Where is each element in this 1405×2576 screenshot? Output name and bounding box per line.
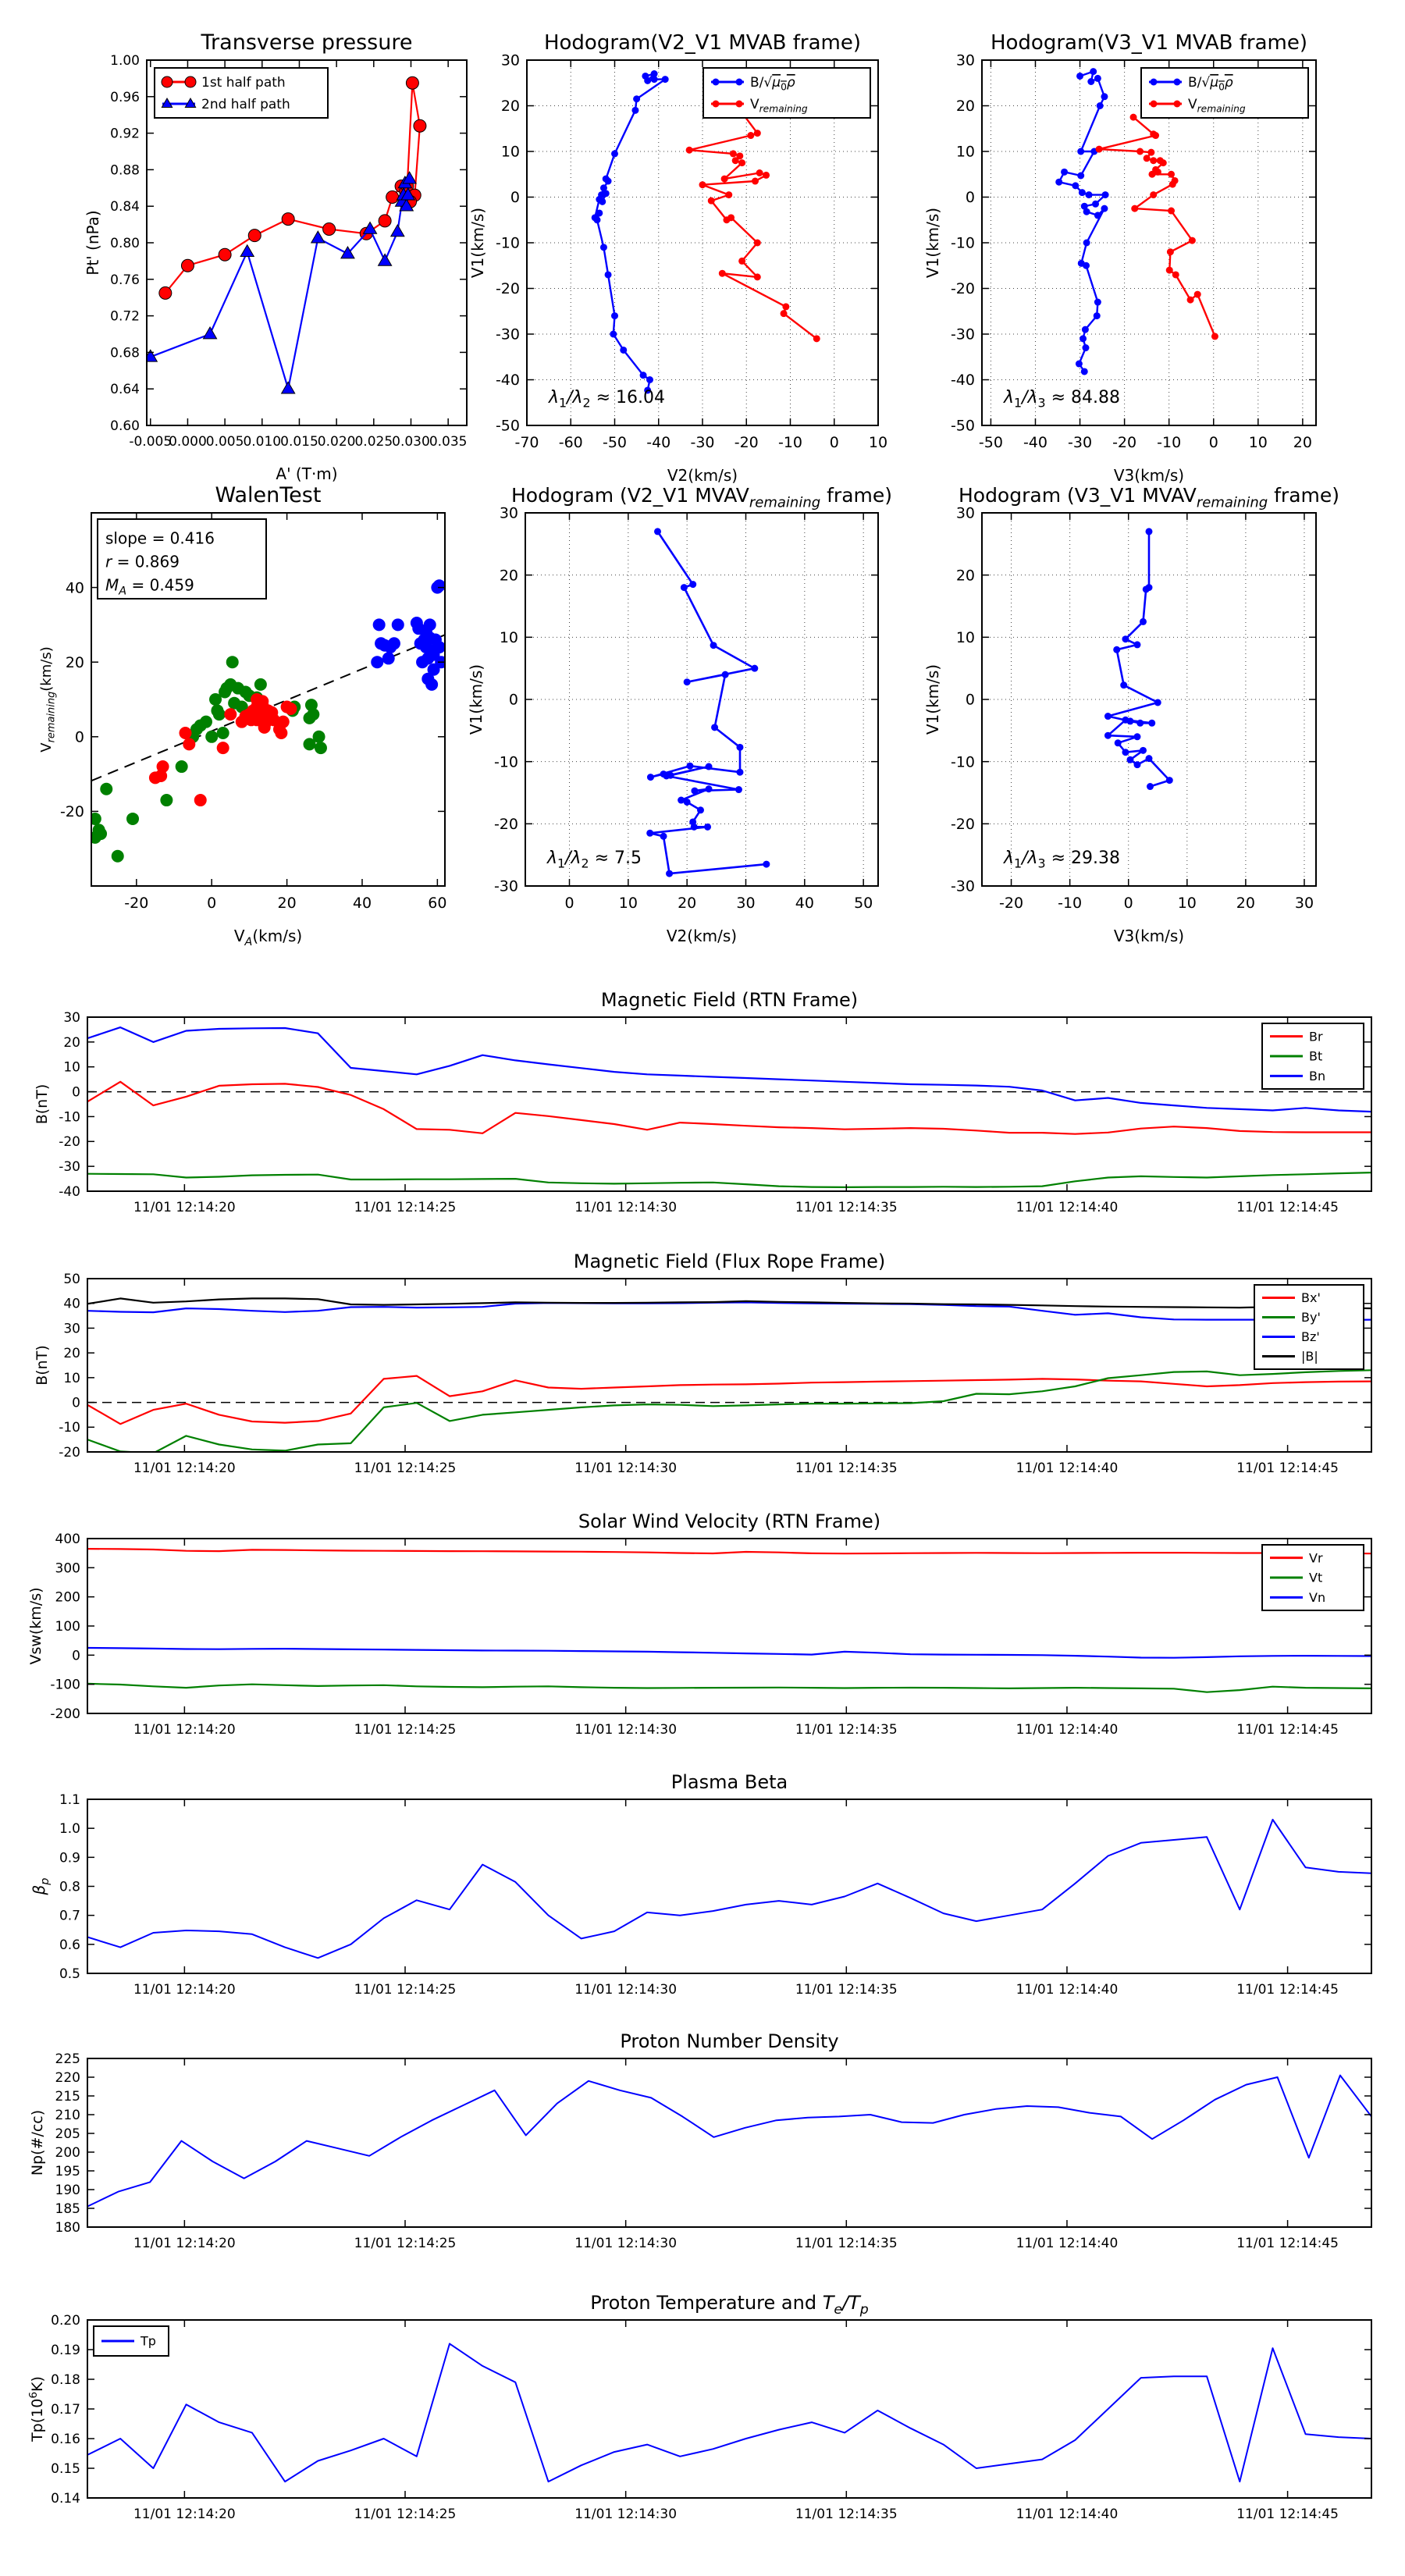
svg-text:10: 10	[63, 1370, 80, 1386]
svg-text:40: 40	[63, 1296, 80, 1312]
panel-magnetic-field-flux-rope	[34, 1251, 1371, 1476]
svg-text:B/√μ0ρ: $B/√\mu_0\rho$	[1188, 74, 1233, 93]
svg-text:-10: -10	[950, 234, 975, 252]
svg-text:0.010: 0.010	[243, 434, 282, 450]
svg-text:20: 20	[63, 1034, 80, 1051]
svg-text:-30: -30	[690, 434, 715, 451]
svg-text:11/01 12:14:25: 11/01 12:14:25	[354, 1982, 457, 1998]
svg-text:B(nT): B(nT)	[34, 1083, 51, 1125]
svg-text:0: 0	[965, 189, 975, 207]
svg-text:V2(km/s): V2(km/s)	[666, 927, 738, 945]
svg-text:-20: -20	[1112, 434, 1137, 451]
svg-text:11/01 12:14:25: 11/01 12:14:25	[354, 2507, 457, 2522]
svg-text:0.000: 0.000	[169, 434, 207, 450]
svg-text:-70: -70	[514, 434, 539, 451]
svg-text:20: 20	[1293, 434, 1312, 451]
svg-text:100: 100	[55, 1618, 80, 1635]
svg-text:30: 30	[500, 52, 520, 69]
svg-text:0.76: 0.76	[110, 272, 140, 288]
panel-hodogram-v3v1-mvav	[923, 484, 1339, 945]
svg-text:-10: -10	[59, 1109, 80, 1126]
svg-text:225: 225	[55, 2051, 80, 2067]
svg-text:-20: -20	[59, 1134, 80, 1151]
svg-text:0.030: 0.030	[392, 434, 430, 450]
svg-text:11/01 12:14:40: 11/01 12:14:40	[1016, 2236, 1119, 2251]
svg-text:0.84: 0.84	[110, 199, 140, 215]
svg-text:30: 30	[955, 52, 975, 69]
svg-text:0: 0	[829, 434, 839, 451]
svg-text:1st half path: 1st half path	[201, 74, 286, 91]
svg-text:400: 400	[55, 1531, 80, 1547]
svg-text:-10: -10	[493, 753, 518, 771]
svg-text:190: 190	[55, 2182, 80, 2198]
svg-text:0.7: 0.7	[59, 1908, 80, 1924]
svg-text:-20: -20	[124, 895, 149, 912]
svg-text:215: 215	[55, 2088, 80, 2105]
svg-text:WalenTest: WalenTest	[215, 483, 322, 507]
svg-text:slope = 0.416: slope = 0.416	[105, 528, 215, 548]
svg-text:Plasma Beta: Plasma Beta	[670, 1771, 788, 1793]
panel-hodogram-v3v1-mvab	[923, 31, 1316, 485]
svg-text:-40: -40	[59, 1183, 80, 1200]
svg-text:-20: -20	[495, 280, 520, 298]
svg-text:185: 185	[55, 2201, 80, 2217]
svg-text:20: 20	[63, 1346, 80, 1362]
svg-text:-0.005: -0.005	[129, 434, 173, 450]
svg-text:VA(km/s): $V_A(km/s)$	[233, 927, 303, 949]
svg-text:10: 10	[618, 895, 638, 912]
svg-text:MA = 0.459: $M_A = 0.459$	[105, 575, 194, 598]
svg-text:0: 0	[1208, 434, 1218, 451]
svg-text:0.020: 0.020	[317, 434, 356, 450]
svg-text:-40: -40	[495, 372, 520, 390]
svg-text:-200: -200	[50, 1706, 80, 1722]
svg-text:220: 220	[55, 2069, 80, 2086]
svg-text:-60: -60	[558, 434, 583, 451]
svg-text:11/01 12:14:20: 11/01 12:14:20	[133, 1200, 236, 1215]
svg-text:0.015: 0.015	[280, 434, 318, 450]
svg-text:200: 200	[55, 2144, 80, 2161]
svg-text:0: 0	[72, 1084, 80, 1101]
svg-text:λ1/λ3 ≈ 29.38: $\lambda_1/\lambda_3 \approx 29.38$	[1004, 849, 1121, 871]
svg-text:40: 40	[65, 579, 84, 597]
svg-text:By': By'	[1301, 1310, 1321, 1325]
svg-text:11/01 12:14:40: 11/01 12:14:40	[1016, 1722, 1119, 1738]
svg-text:1.0: 1.0	[59, 1821, 80, 1838]
svg-text:Bn: Bn	[1309, 1068, 1326, 1083]
svg-text:λ1/λ2 ≈ 16.04: $\lambda_1/\lambda_2 \approx 16.04$	[549, 388, 666, 411]
svg-text:11/01 12:14:35: 11/01 12:14:35	[795, 1982, 898, 1998]
svg-text:20: 20	[955, 98, 975, 116]
svg-text:Solar Wind Velocity (RTN Frame: Solar Wind Velocity (RTN Frame)	[578, 1510, 881, 1532]
svg-text:0.16: 0.16	[51, 2431, 80, 2447]
svg-text:βp: $\beta_p$	[30, 1877, 52, 1895]
svg-text:Tp(106K): $Tp(10^6K)$	[27, 2376, 46, 2442]
svg-text:11/01 12:14:20: 11/01 12:14:20	[133, 2507, 236, 2522]
svg-text:-20: -20	[734, 434, 759, 451]
svg-text:2nd half path: 2nd half path	[201, 96, 290, 112]
svg-text:10: 10	[955, 628, 975, 646]
svg-text:30: 30	[63, 1009, 80, 1026]
svg-text:V1(km/s): V1(km/s)	[468, 207, 487, 279]
svg-text:-10: -10	[1157, 434, 1182, 451]
svg-text:-10: -10	[1058, 895, 1083, 912]
svg-text:11/01 12:14:20: 11/01 12:14:20	[133, 1461, 236, 1476]
svg-text:0.68: 0.68	[110, 345, 140, 361]
svg-text:-10: -10	[950, 753, 975, 771]
svg-text:-40: -40	[646, 434, 671, 451]
svg-text:30: 30	[1294, 895, 1314, 912]
svg-text:10: 10	[1248, 434, 1268, 451]
svg-text:Proton Number Density: Proton Number Density	[620, 2030, 839, 2052]
svg-text:0.005: 0.005	[205, 434, 244, 450]
svg-text:11/01 12:14:40: 11/01 12:14:40	[1016, 2507, 1119, 2522]
svg-text:11/01 12:14:40: 11/01 12:14:40	[1016, 1982, 1119, 1998]
svg-text:0.72: 0.72	[110, 308, 140, 325]
svg-text:0: 0	[74, 728, 84, 746]
svg-text:0: 0	[564, 895, 574, 912]
svg-text:0.64: 0.64	[110, 382, 140, 398]
panel-walen-test	[38, 483, 447, 948]
svg-text:0.6: 0.6	[59, 1937, 80, 1953]
svg-text:0.96: 0.96	[110, 89, 140, 105]
svg-text:-50: -50	[978, 434, 1003, 451]
svg-text:11/01 12:14:30: 11/01 12:14:30	[574, 2507, 678, 2522]
svg-text:10: 10	[499, 628, 518, 646]
svg-text:Magnetic Field (Flux Rope Fram: Magnetic Field (Flux Rope Frame)	[573, 1251, 886, 1272]
svg-text:0.5: 0.5	[59, 1966, 80, 1982]
svg-text:200: 200	[55, 1589, 80, 1606]
svg-text:Vn: Vn	[1309, 1589, 1326, 1605]
svg-text:-50: -50	[495, 417, 520, 435]
svg-text:0.15: 0.15	[51, 2460, 80, 2477]
svg-text:30: 30	[736, 895, 756, 912]
panel-hodogram-v2v1-mvab	[468, 31, 887, 485]
svg-text:11/01 12:14:20: 11/01 12:14:20	[133, 2236, 236, 2251]
svg-text:1.00: 1.00	[110, 52, 140, 69]
svg-text:V3(km/s): V3(km/s)	[1113, 927, 1185, 945]
svg-text:-20: -20	[59, 803, 84, 821]
svg-text:0.80: 0.80	[110, 235, 140, 251]
svg-text:11/01 12:14:35: 11/01 12:14:35	[795, 1200, 898, 1215]
svg-text:-30: -30	[950, 877, 975, 895]
svg-text:-20: -20	[950, 280, 975, 298]
svg-text:30: 30	[63, 1321, 80, 1337]
svg-text:-30: -30	[495, 326, 520, 343]
svg-text:0: 0	[510, 189, 520, 207]
svg-text:Transverse pressure: Transverse pressure	[201, 30, 413, 55]
svg-text:11/01 12:14:20: 11/01 12:14:20	[133, 1722, 236, 1738]
svg-text:210: 210	[55, 2107, 80, 2123]
svg-text:Hodogram (V2_V1 MVAVremaining: Hodogram (V2_V1 $MVAV_{remaining}$ frame)	[510, 484, 893, 511]
svg-text:11/01 12:14:45: 11/01 12:14:45	[1236, 1200, 1339, 1215]
svg-text:B(nT): B(nT)	[34, 1345, 51, 1386]
svg-text:Hodogram (V3_V1 MVAVremaining: Hodogram (V3_V1 $MVAV_{remaining}$ frame)	[958, 484, 1340, 511]
svg-text:Bx': Bx'	[1301, 1290, 1321, 1306]
svg-text:V2(km/s): V2(km/s)	[667, 466, 738, 485]
panel-transverse-pressure	[84, 30, 467, 483]
panel-proton-number-density	[29, 2030, 1371, 2251]
svg-text:11/01 12:14:45: 11/01 12:14:45	[1236, 1722, 1339, 1738]
svg-text:10: 10	[500, 143, 520, 161]
panel-hodogram-v2v1-mvav	[467, 484, 892, 945]
svg-text:10: 10	[63, 1059, 80, 1076]
svg-text:11/01 12:14:25: 11/01 12:14:25	[354, 1200, 457, 1215]
svg-text:20: 20	[65, 653, 84, 671]
svg-text:0: 0	[72, 1648, 80, 1664]
svg-text:20: 20	[277, 895, 297, 912]
svg-text:0: 0	[1123, 895, 1133, 912]
svg-text:V1(km/s): V1(km/s)	[923, 207, 942, 279]
svg-text:10: 10	[1177, 895, 1197, 912]
svg-text:Vremaining: $V_{remaining}$	[750, 96, 808, 115]
svg-text:Tp: Tp	[140, 2333, 156, 2349]
svg-text:Bz': Bz'	[1301, 1329, 1320, 1345]
svg-text:Hodogram(V3_V1 MVAB frame): Hodogram(V3_V1 MVAB frame)	[990, 31, 1308, 55]
svg-text:-30: -30	[1068, 434, 1093, 451]
panel-plasma-beta	[30, 1771, 1371, 1998]
svg-text:Pt' (nPa): Pt' (nPa)	[84, 210, 102, 276]
svg-text:11/01 12:14:30: 11/01 12:14:30	[574, 1200, 678, 1215]
svg-text:V3(km/s): V3(km/s)	[1113, 466, 1185, 485]
svg-text:Vremaining(km/s): $V_{remaining}(km/s)$	[38, 646, 58, 753]
panel-magnetic-field-rtn	[34, 989, 1371, 1215]
svg-text:0: 0	[508, 691, 518, 709]
svg-text:195: 195	[55, 2163, 80, 2179]
svg-text:-50: -50	[950, 417, 975, 435]
svg-text:-30: -30	[950, 326, 975, 343]
svg-text:40: 40	[352, 895, 372, 912]
svg-text:Proton Temperature and Te/Tp: Proton Temperature and $T_e/T_p$	[590, 2292, 869, 2318]
svg-text:20: 20	[955, 567, 975, 585]
svg-text:0.92: 0.92	[110, 126, 140, 142]
svg-text:Np(#/cc): Np(#/cc)	[29, 2109, 46, 2176]
svg-text:50: 50	[63, 1271, 80, 1287]
panel-proton-temperature	[27, 2292, 1371, 2522]
svg-text:300: 300	[55, 1560, 80, 1577]
svg-text:Hodogram(V2_V1 MVAB frame): Hodogram(V2_V1 MVAB frame)	[543, 31, 862, 55]
svg-text:50: 50	[854, 895, 873, 912]
svg-text:11/01 12:14:40: 11/01 12:14:40	[1016, 1461, 1119, 1476]
svg-text:-20: -20	[59, 1444, 80, 1461]
svg-text:0: 0	[72, 1395, 80, 1411]
svg-text:20: 20	[499, 567, 518, 585]
svg-text:0.18: 0.18	[51, 2371, 80, 2388]
svg-text:11/01 12:14:35: 11/01 12:14:35	[795, 1722, 898, 1738]
svg-text:0.025: 0.025	[354, 434, 393, 450]
svg-text:Vr: Vr	[1309, 1550, 1323, 1566]
svg-text:A' (T·m): A' (T·m)	[276, 464, 338, 483]
svg-text:0.9: 0.9	[59, 1850, 80, 1866]
svg-text:0: 0	[207, 895, 217, 912]
svg-text:20: 20	[500, 98, 520, 116]
svg-text:11/01 12:14:40: 11/01 12:14:40	[1016, 1200, 1119, 1215]
svg-text:11/01 12:14:35: 11/01 12:14:35	[795, 2507, 898, 2522]
svg-text:0.60: 0.60	[110, 418, 140, 434]
svg-text:0.14: 0.14	[51, 2490, 80, 2507]
svg-text:-10: -10	[777, 434, 803, 451]
svg-text:11/01 12:14:30: 11/01 12:14:30	[574, 1461, 678, 1476]
svg-text:-100: -100	[50, 1677, 80, 1693]
svg-text:-20: -20	[493, 815, 518, 833]
svg-text:λ1/λ2 ≈ 7.5: $\lambda_1/\lambda_2 \approx 7.5$	[547, 849, 642, 871]
svg-text:11/01 12:14:25: 11/01 12:14:25	[354, 2236, 457, 2251]
svg-text:30: 30	[499, 504, 518, 522]
svg-text:Vt: Vt	[1309, 1570, 1323, 1585]
svg-text:0.17: 0.17	[51, 2401, 80, 2418]
svg-text:-30: -30	[493, 877, 518, 895]
svg-text:λ1/λ3 ≈ 84.88: $\lambda_1/\lambda_3 \approx 84.88$	[1004, 388, 1121, 411]
svg-text:11/01 12:14:30: 11/01 12:14:30	[574, 2236, 678, 2251]
svg-text:205: 205	[55, 2126, 80, 2142]
svg-text:-20: -20	[999, 895, 1024, 912]
svg-text:-30: -30	[59, 1159, 80, 1176]
svg-text:11/01 12:14:35: 11/01 12:14:35	[795, 2236, 898, 2251]
svg-text:20: 20	[678, 895, 697, 912]
panel-solar-wind-velocity	[27, 1510, 1371, 1738]
svg-text:Br: Br	[1309, 1029, 1323, 1044]
svg-text:V1(km/s): V1(km/s)	[923, 664, 942, 735]
svg-text:Magnetic Field (RTN Frame): Magnetic Field (RTN Frame)	[600, 989, 859, 1011]
svg-text:-50: -50	[602, 434, 628, 451]
svg-text:0.035: 0.035	[429, 434, 468, 450]
svg-text:Bt: Bt	[1309, 1048, 1323, 1064]
svg-text:0.8: 0.8	[59, 1879, 80, 1895]
svg-text:-20: -20	[950, 815, 975, 833]
svg-text:-10: -10	[495, 234, 520, 252]
svg-text:180: 180	[55, 2219, 80, 2236]
svg-text:20: 20	[1236, 895, 1255, 912]
svg-text:60: 60	[428, 895, 447, 912]
svg-text:B/√μ0ρ: $B/√\mu_0\rho$	[750, 74, 795, 93]
svg-text:11/01 12:14:45: 11/01 12:14:45	[1236, 1982, 1339, 1998]
svg-text:11/01 12:14:35: 11/01 12:14:35	[795, 1461, 898, 1476]
svg-text:-10: -10	[59, 1420, 80, 1436]
svg-text:1.1: 1.1	[59, 1791, 80, 1808]
svg-text:0.20: 0.20	[51, 2312, 80, 2329]
svg-text:0.19: 0.19	[51, 2342, 80, 2358]
svg-text:|B|: |B|	[1301, 1349, 1318, 1364]
svg-text:0: 0	[965, 691, 975, 709]
svg-text:11/01 12:14:30: 11/01 12:14:30	[574, 1982, 678, 1998]
svg-text:Vsw(km/s): Vsw(km/s)	[27, 1587, 44, 1665]
svg-text:11/01 12:14:45: 11/01 12:14:45	[1236, 2236, 1339, 2251]
svg-text:Vremaining: $V_{remaining}$	[1188, 96, 1246, 115]
svg-text:11/01 12:14:20: 11/01 12:14:20	[133, 1982, 236, 1998]
svg-text:11/01 12:14:45: 11/01 12:14:45	[1236, 1461, 1339, 1476]
svg-text:-40: -40	[1023, 434, 1048, 451]
svg-text:V1(km/s): V1(km/s)	[467, 664, 486, 735]
svg-text:r = 0.869: r = 0.869	[105, 552, 180, 571]
svg-text:40: 40	[795, 895, 814, 912]
svg-text:11/01 12:14:25: 11/01 12:14:25	[354, 1722, 457, 1738]
svg-text:11/01 12:14:30: 11/01 12:14:30	[574, 1722, 678, 1738]
svg-text:10: 10	[955, 143, 975, 161]
svg-text:-40: -40	[950, 372, 975, 390]
svg-text:0.88: 0.88	[110, 162, 140, 179]
svg-text:11/01 12:14:25: 11/01 12:14:25	[354, 1461, 457, 1476]
svg-text:10: 10	[868, 434, 888, 451]
svg-text:30: 30	[955, 504, 975, 522]
svg-text:11/01 12:14:45: 11/01 12:14:45	[1236, 2507, 1339, 2522]
